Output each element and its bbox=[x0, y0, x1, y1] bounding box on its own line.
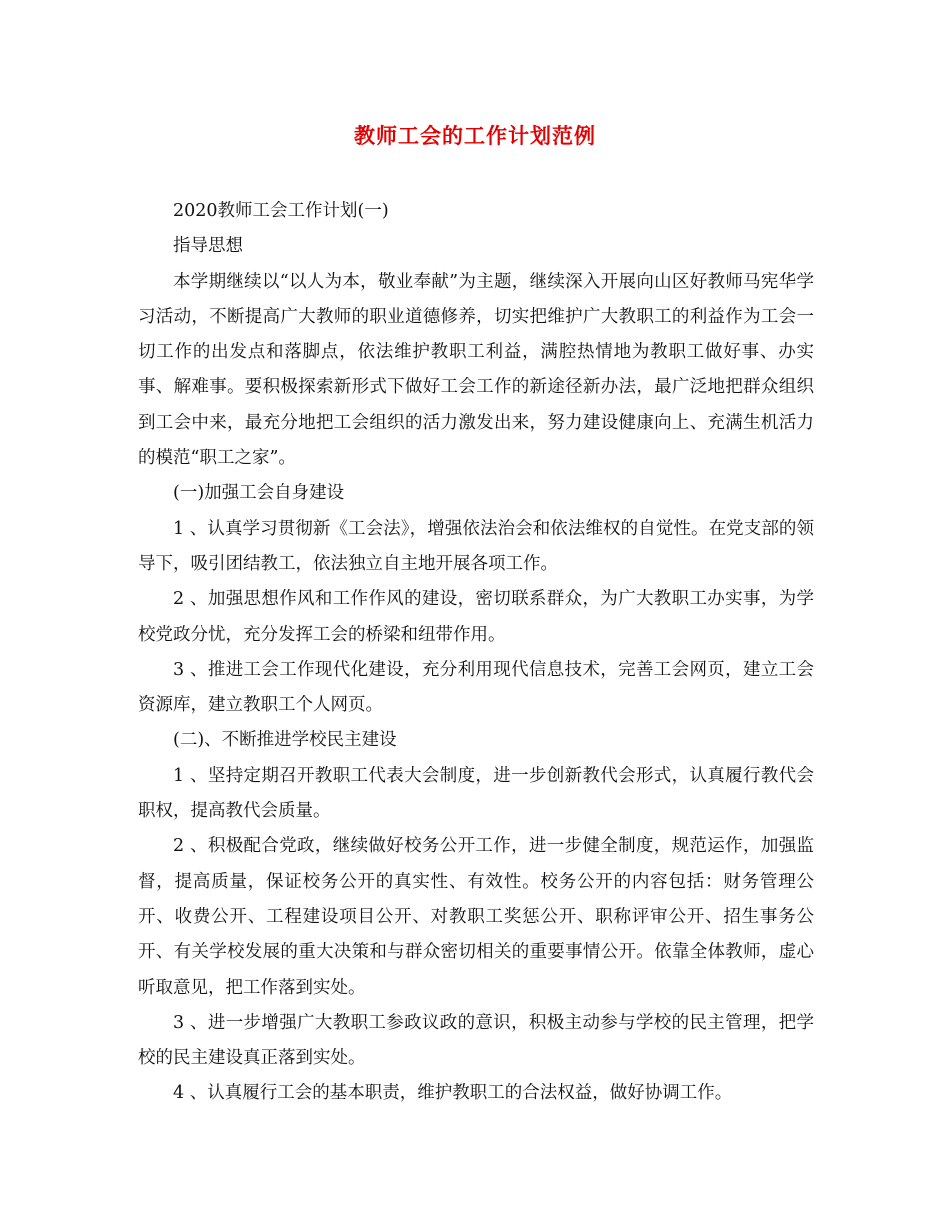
paragraph-section-2-heading: (二)、不断推进学校民主建设 bbox=[173, 730, 397, 751]
paragraph-plan-heading: 2020教师工会工作计划(一) bbox=[173, 201, 389, 221]
paragraph-section-1-item-2: 2 、加强思想作风和工作作风的建设，密切联系群众，为广大教职工办实事，为学校党政分忧，充分发挥工会的桥梁和纽带作用。 bbox=[138, 589, 814, 645]
paragraph-section-2-item-3: 3 、进一步增强广大教职工参政议政的意识，积极主动参与学校的民主管理，把学校的民主建设真正落到实处。 bbox=[138, 1012, 814, 1069]
paragraph-section-1-item-3: 3 、推进工会工作现代化建设，充分利用现代信息技术，完善工会网页，建立工会资源库，建立教职工个人网页。 bbox=[138, 659, 814, 716]
paragraph-guiding-thought: 本学期继续以“以人为本，敬业奉献”为主题，继续深入开展向山区好教师马宪华学习活动，不断提高广大教师的职业道德修养，切实把维护广大教职工的利益作为工会一切工作的出发点和落脚点，依法维护教职工利益，满腔热情地为教职工做好事、办实事、解难事。要积极探索新形式下做好工会工作的新途径新办法，最广泛地把群众组织到工会中来，最充分地把工会组织的活力激发出来，努力建设健康向上、充满生机活力的模范“职工之家”。 bbox=[138, 271, 814, 469]
document-body bbox=[138, 194, 814, 1112]
paragraph-guiding-thought-heading: 指导思想 bbox=[173, 236, 243, 257]
paragraph-section-2-item-1: 1 、坚持定期召开教职工代表大会制度，进一步创新教代会形式，认真履行教代会职权，提高教代会质量。 bbox=[138, 765, 814, 822]
paragraph-section-1-item-1: 1 、认真学习贯彻新《工会法》，增强依法治会和依法维权的自觉性。在党支部的领导下，吸引团结教工，依法独立自主地开展各项工作。 bbox=[138, 518, 814, 574]
paragraph-section-1-heading: (一)加强工会自身建设 bbox=[173, 483, 345, 504]
document-title: 教师工会的工作计划范例 bbox=[354, 123, 596, 148]
paragraph-section-2-item-2: 2 、积极配合党政，继续做好校务公开工作，进一步健全制度，规范运作，加强监督，提高质量，保证校务公开的真实性、有效性。校务公开的内容包括：财务管理公开、收费公开、工程建设项目公开、对教职工奖惩公开、职称评审公开、招生事务公开、有关学校发展的重大决策和与群众密切相关的重要事情公开。依靠全体教师，虚心听取意见，把工作落到实处。 bbox=[138, 836, 814, 998]
paragraph-section-2-item-4: 4 、认真履行工会的基本职责，维护教职工的合法权益，做好协调工作。 bbox=[173, 1083, 733, 1104]
